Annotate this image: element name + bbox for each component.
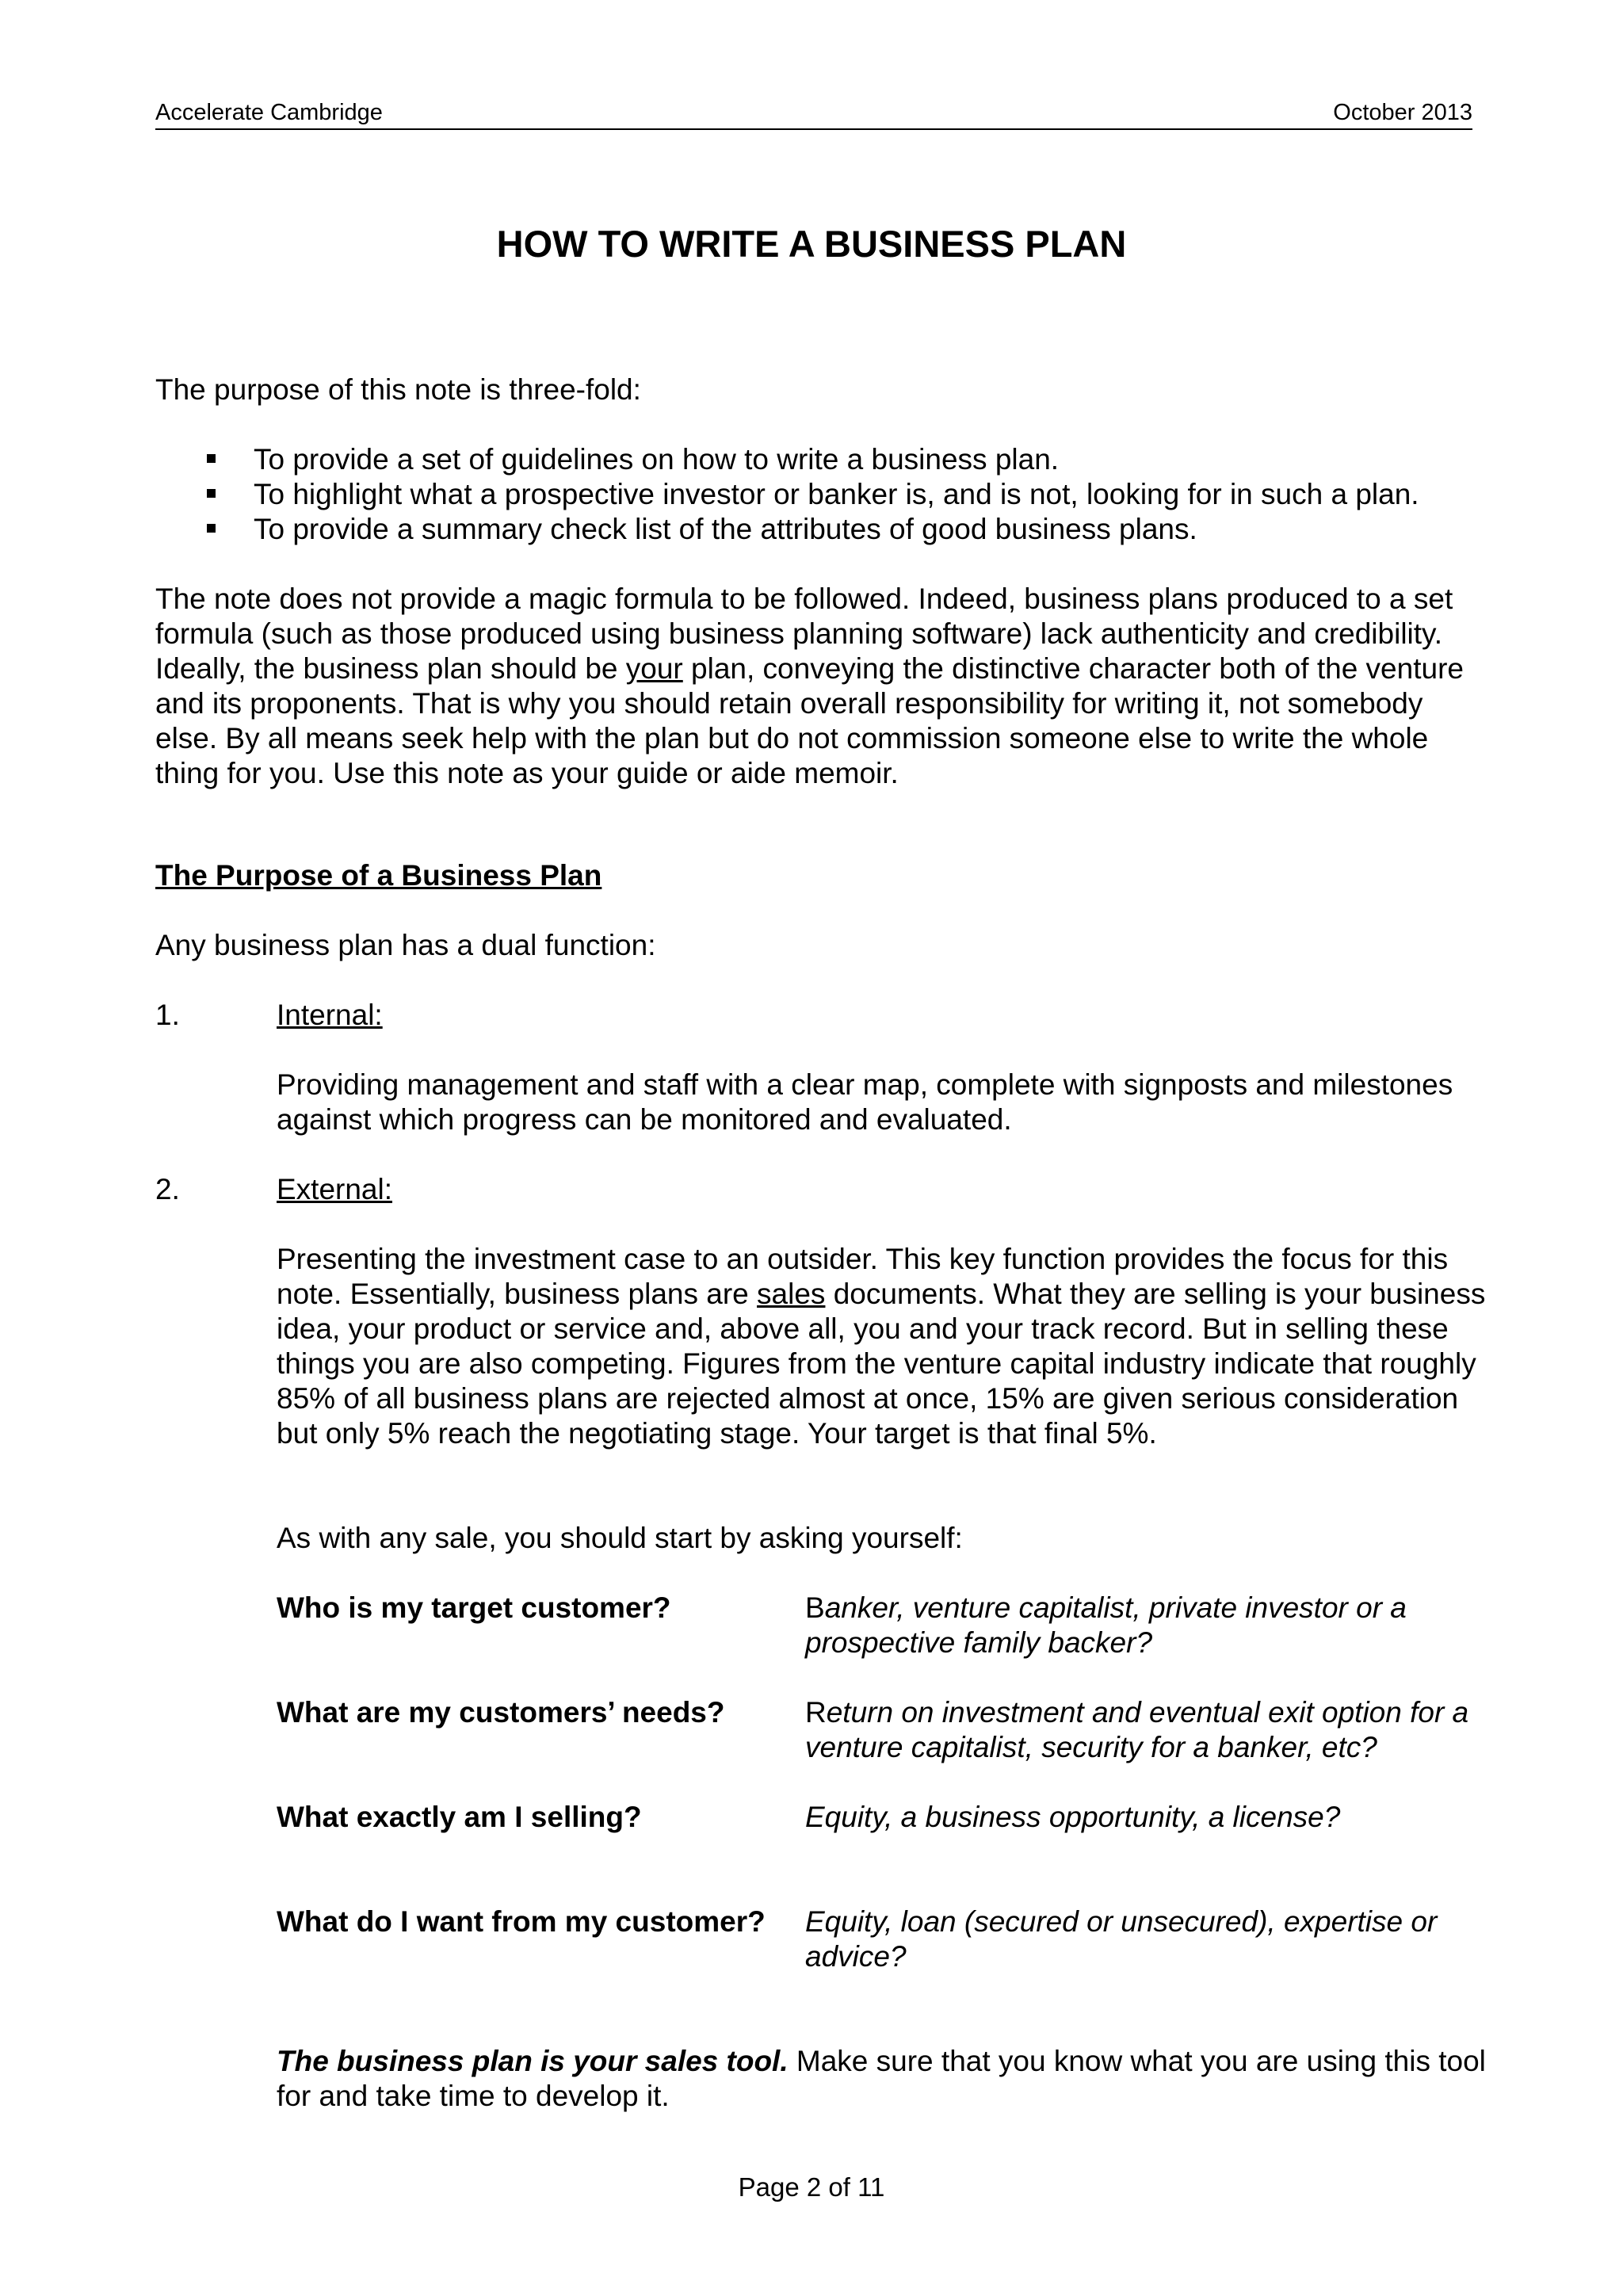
item-text-internal: Providing management and staff with a clear map, complete with signposts and milestones against which progress can be monitored and evaluated. — [277, 1068, 1453, 1136]
document-title: HOW TO WRITE A BUSINESS PLAN — [496, 223, 1127, 265]
header-organization: Accelerate Cambridge — [155, 100, 383, 125]
item-text-external: Presenting the investment case to an outsider. This key function provides the focus for this note. Essentially, business plans are sales documents. What they are selling is your business idea, your product or service and, above all, you and your track record. But in selling these things you are also competing. Figures from the venture capital industry indicate that roughly 85% of all business plans are rejected almost at once, 15% are given serious consideration but only 5% reach the negotiating stage. Your target is that final 5%. — [277, 1243, 1486, 1450]
emphasis-your: your — [625, 652, 683, 685]
square-bullet-icon — [207, 524, 216, 533]
square-bullet-icon — [207, 489, 216, 498]
answer-customer-needs: Return on investment and eventual exit option for a venture capitalist, security for a banker, etc? — [805, 1696, 1469, 1763]
bullet-text: To provide a summary check list of the attributes of good business plans. — [254, 513, 1197, 545]
answer-what-selling: Equity, a business opportunity, a license? — [805, 1801, 1341, 1833]
bullet-text: To provide a set of guidelines on how to write a business plan. — [254, 443, 1060, 476]
item-number: 2. — [155, 1173, 180, 1205]
section-lead: Any business plan has a dual function: — [155, 929, 656, 961]
item-label-external: External: — [277, 1173, 393, 1205]
page-number: Page 2 of 11 — [738, 2172, 885, 2202]
item-number: 1. — [155, 999, 180, 1031]
question-target-customer: Who is my target customer? — [277, 1591, 671, 1624]
ask-lead: As with any sale, you should start by asking yourself: — [277, 1522, 963, 1554]
answer-target-customer: Banker, venture capitalist, private investor or a prospective family backer? — [805, 1591, 1407, 1659]
question-what-selling: What exactly am I selling? — [277, 1801, 642, 1833]
closing-emphasis: The business plan is your sales tool. — [277, 2045, 789, 2077]
intro-lead: The purpose of this note is three-fold: — [155, 373, 641, 406]
answer-what-want: Equity, loan (secured or unsecured), expertise or advice? — [805, 1905, 1438, 1973]
question-customer-needs: What are my customers’ needs? — [277, 1696, 725, 1729]
section-heading: The Purpose of a Business Plan — [155, 859, 602, 892]
header-date: October 2013 — [1333, 100, 1472, 125]
intro-paragraph: The note does not provide a magic formula to be followed. Indeed, business plans produced to a set formula (such as those produced using business planning software) lack authenticity and credibility. Ideally, the business plan should be your plan, conveying the distinctive character both of the venture and its proponents. That is why you should retain overall responsibility for writing it, not somebody else. By all means seek help with the plan but do not commission someone else to write the whole thing for you. Use this note as your guide or aide memoir. — [155, 583, 1464, 789]
closing-paragraph: The business plan is your sales tool. Make sure that you know what you are using this tool for and take time to develop it. — [277, 2045, 1486, 2112]
question-what-want: What do I want from my customer? — [277, 1905, 766, 1938]
square-bullet-icon — [207, 454, 216, 463]
page-header — [155, 98, 1472, 130]
emphasis-sales: sales — [757, 1278, 826, 1310]
item-label-internal: Internal: — [277, 999, 383, 1031]
bullet-text: To highlight what a prospective investor or banker is, and is not, looking for in such a plan. — [254, 478, 1419, 510]
